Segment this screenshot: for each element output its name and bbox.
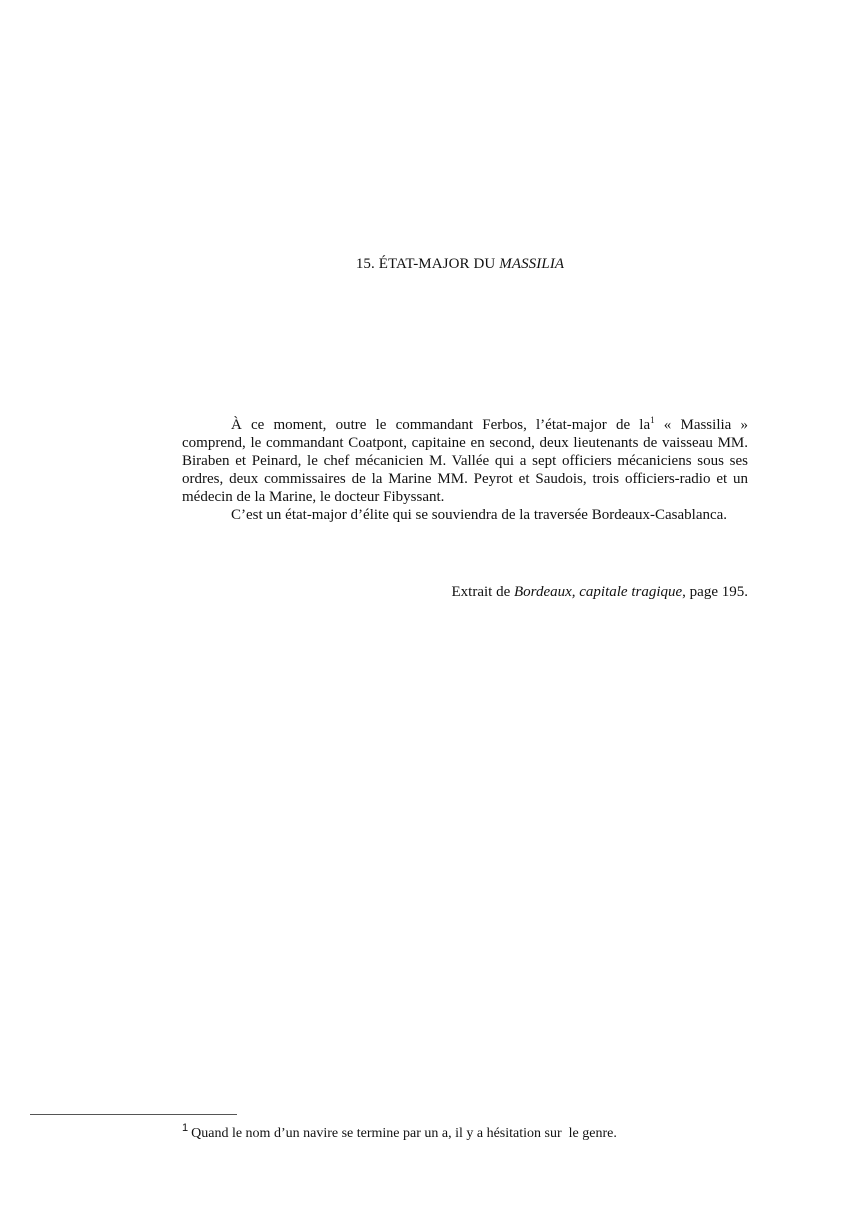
footnote-mark: 1	[182, 1122, 189, 1135]
ship-name: MASSILIA	[499, 256, 565, 272]
source-suffix: , page 195.	[682, 584, 748, 600]
footnote	[182, 1122, 617, 1142]
source-citation	[182, 584, 748, 601]
source-prefix: Extrait de	[451, 584, 514, 600]
chapter-title-prefix: 15. ÉTAT-MAJOR DU	[355, 256, 500, 272]
paragraph-2: C’est un état-major d’élite qui se souviendra de la traversée Bordeaux-Casablanca.	[231, 507, 728, 523]
body-text	[182, 416, 748, 524]
footnote-text: Quand le nom d’un navire se termine par un a, il y a hésitation sur le genre.	[191, 1126, 617, 1141]
paragraph-1-rest: « Massilia » comprend, le commandant Coatpont, capitaine en second, deux lieutenants de vaisseau MM. Biraben et Peinard, le chef mécanicien M. Vallée qui a sept officiers mécaniciens sous ses ordres, deux commissaires de la Marine MM. Peyrot et Saudois, trois officiers-radio et un médecin de la Marine, le docteur Fibyssant.	[182, 417, 748, 505]
chapter-title	[0, 256, 860, 273]
footnote-reference: 1	[650, 415, 655, 425]
paragraph-1-start: À ce moment, outre le commandant Ferbos, l’état-major de la	[231, 417, 651, 433]
paragraph-1	[182, 416, 748, 506]
footnote-divider	[30, 1114, 237, 1115]
book-title: Bordeaux, capitale tragique	[514, 584, 683, 600]
